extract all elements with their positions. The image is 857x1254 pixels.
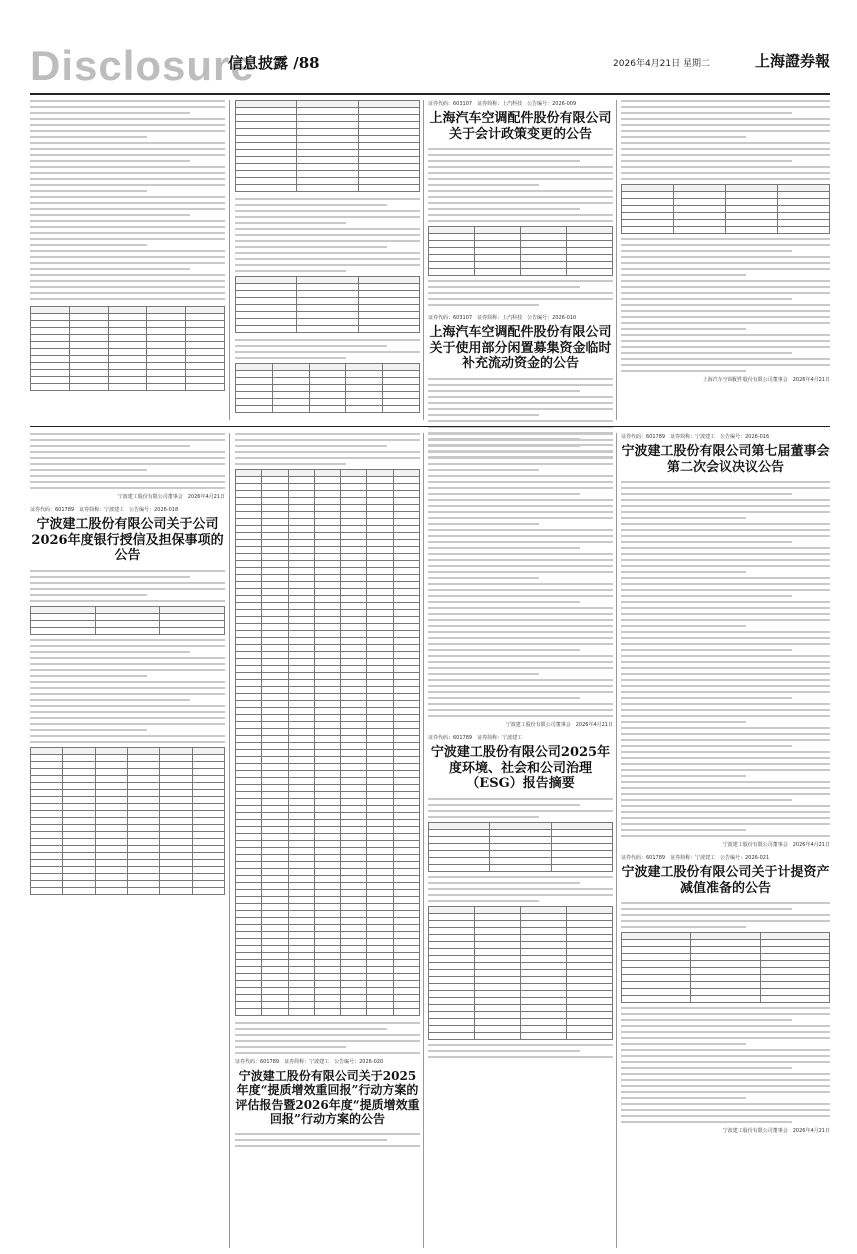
credit-table bbox=[30, 606, 225, 635]
table-middle bbox=[235, 276, 420, 333]
column-divider bbox=[229, 433, 230, 1248]
article-meta: 证券代码：601789 证券简称：宁波建工 bbox=[428, 735, 523, 741]
date-line: 2026年4月21日 星期二 bbox=[613, 59, 710, 69]
text-block bbox=[30, 639, 225, 743]
article-action-plan bbox=[235, 433, 420, 1151]
article-meta: 证券代码：603107 证券简称：上汽科技 公告编号：2026-009 bbox=[428, 101, 577, 107]
article-headline: 宁波建工股份有限公司2025年度环境、社会和公司治理（ESG）报告摘要 bbox=[430, 745, 611, 792]
column-divider bbox=[229, 100, 230, 420]
signature: 宁波建工股份有限公司董事会 2026年4月21日 bbox=[505, 722, 613, 728]
text-block bbox=[235, 1133, 420, 1147]
text-block bbox=[30, 433, 225, 489]
article-meta: 证券代码：601789 证券简称：宁波建工 公告编号：2026-021 bbox=[621, 855, 770, 862]
text-block bbox=[235, 1022, 420, 1054]
brand-word: Disclosure bbox=[30, 42, 255, 89]
text-block bbox=[30, 570, 225, 602]
paper-name: 上海證券報 bbox=[754, 52, 830, 70]
text-block bbox=[621, 1007, 830, 1123]
fund-table bbox=[621, 184, 830, 234]
article-headline: 宁波建工股份有限公司关于公司2026年度银行授信及担保事项的公告 bbox=[31, 517, 224, 564]
article-meta: 证券代码：601789 证券简称：宁波建工 公告编号：2026-020 bbox=[235, 1059, 384, 1065]
article-headline: 宁波建工股份有限公司关于计提资产减值准备的公告 bbox=[621, 865, 830, 896]
signature: 宁波建工股份有限公司董事会 2026年4月21日 bbox=[117, 494, 225, 500]
masthead bbox=[30, 42, 830, 90]
article-headline: 上海汽车空调配件股份有限公司关于使用部分闲置募集资金临时补充流动资金的公告 bbox=[429, 325, 612, 372]
table-lower bbox=[235, 363, 420, 413]
column-divider bbox=[616, 100, 617, 420]
article-meta: 证券代码：603107 证券简称：上汽科技 公告编号：2026-010 bbox=[428, 315, 577, 322]
text-block bbox=[235, 198, 420, 272]
text-block bbox=[621, 238, 830, 372]
article-credit-guarantee bbox=[30, 433, 225, 895]
section-title: 信息披露 /88 bbox=[228, 54, 320, 72]
text-block bbox=[428, 876, 613, 902]
masthead-rule bbox=[30, 93, 830, 95]
article-esg bbox=[428, 433, 613, 1062]
guarantee-table bbox=[30, 747, 225, 895]
signature: 宁波建工股份有限公司董事会 2026年4月21日 bbox=[722, 1128, 830, 1135]
article-accounting-policy bbox=[428, 100, 613, 462]
text-block bbox=[428, 280, 613, 306]
text-block bbox=[235, 433, 420, 465]
left-continued-text bbox=[30, 100, 225, 391]
text-block bbox=[621, 100, 830, 180]
text-block bbox=[235, 339, 420, 359]
text-block bbox=[428, 433, 613, 717]
left-table bbox=[30, 306, 225, 391]
column-divider bbox=[423, 100, 424, 420]
article-meta: 证券代码：601789 证券简称：宁波建工 公告编号：2026-016 bbox=[621, 434, 770, 440]
text-block bbox=[428, 1044, 613, 1058]
text-block bbox=[621, 902, 830, 928]
article-headline: 宁波建工股份有限公司第七届董事会第二次会议决议公告 bbox=[621, 444, 830, 475]
article-meta: 证券代码：601789 证券简称：宁波建工 公告编号：2026-018 bbox=[30, 507, 179, 513]
article-headline: 宁波建工股份有限公司关于2025年度“提质增效重回报”行动方案的评估报告暨2026年度“提质增效重回报”行动方案的公告 bbox=[235, 1069, 420, 1127]
article-board-resolution bbox=[621, 433, 830, 1134]
second-column-tables bbox=[235, 100, 420, 413]
text-block bbox=[428, 148, 613, 222]
large-table bbox=[235, 469, 420, 1016]
text-block bbox=[621, 481, 830, 837]
signature: 宁波建工股份有限公司董事会 2026年4月21日 bbox=[722, 842, 830, 849]
policy-table bbox=[428, 226, 613, 276]
table-upper bbox=[235, 100, 420, 192]
text-block bbox=[30, 100, 225, 300]
text-block bbox=[428, 798, 613, 818]
esg-table-2 bbox=[428, 906, 613, 1040]
esg-table-1 bbox=[428, 822, 613, 872]
impairment-table bbox=[621, 932, 830, 1003]
signature: 上海汽车空调配件股份有限公司董事会 2026年4月21日 bbox=[702, 377, 830, 383]
section-rule bbox=[30, 426, 830, 427]
column-divider bbox=[423, 433, 424, 1248]
right-continued-text bbox=[621, 100, 830, 383]
column-divider bbox=[616, 433, 617, 1248]
article-headline: 上海汽车空调配件股份有限公司关于会计政策变更的公告 bbox=[429, 111, 612, 142]
